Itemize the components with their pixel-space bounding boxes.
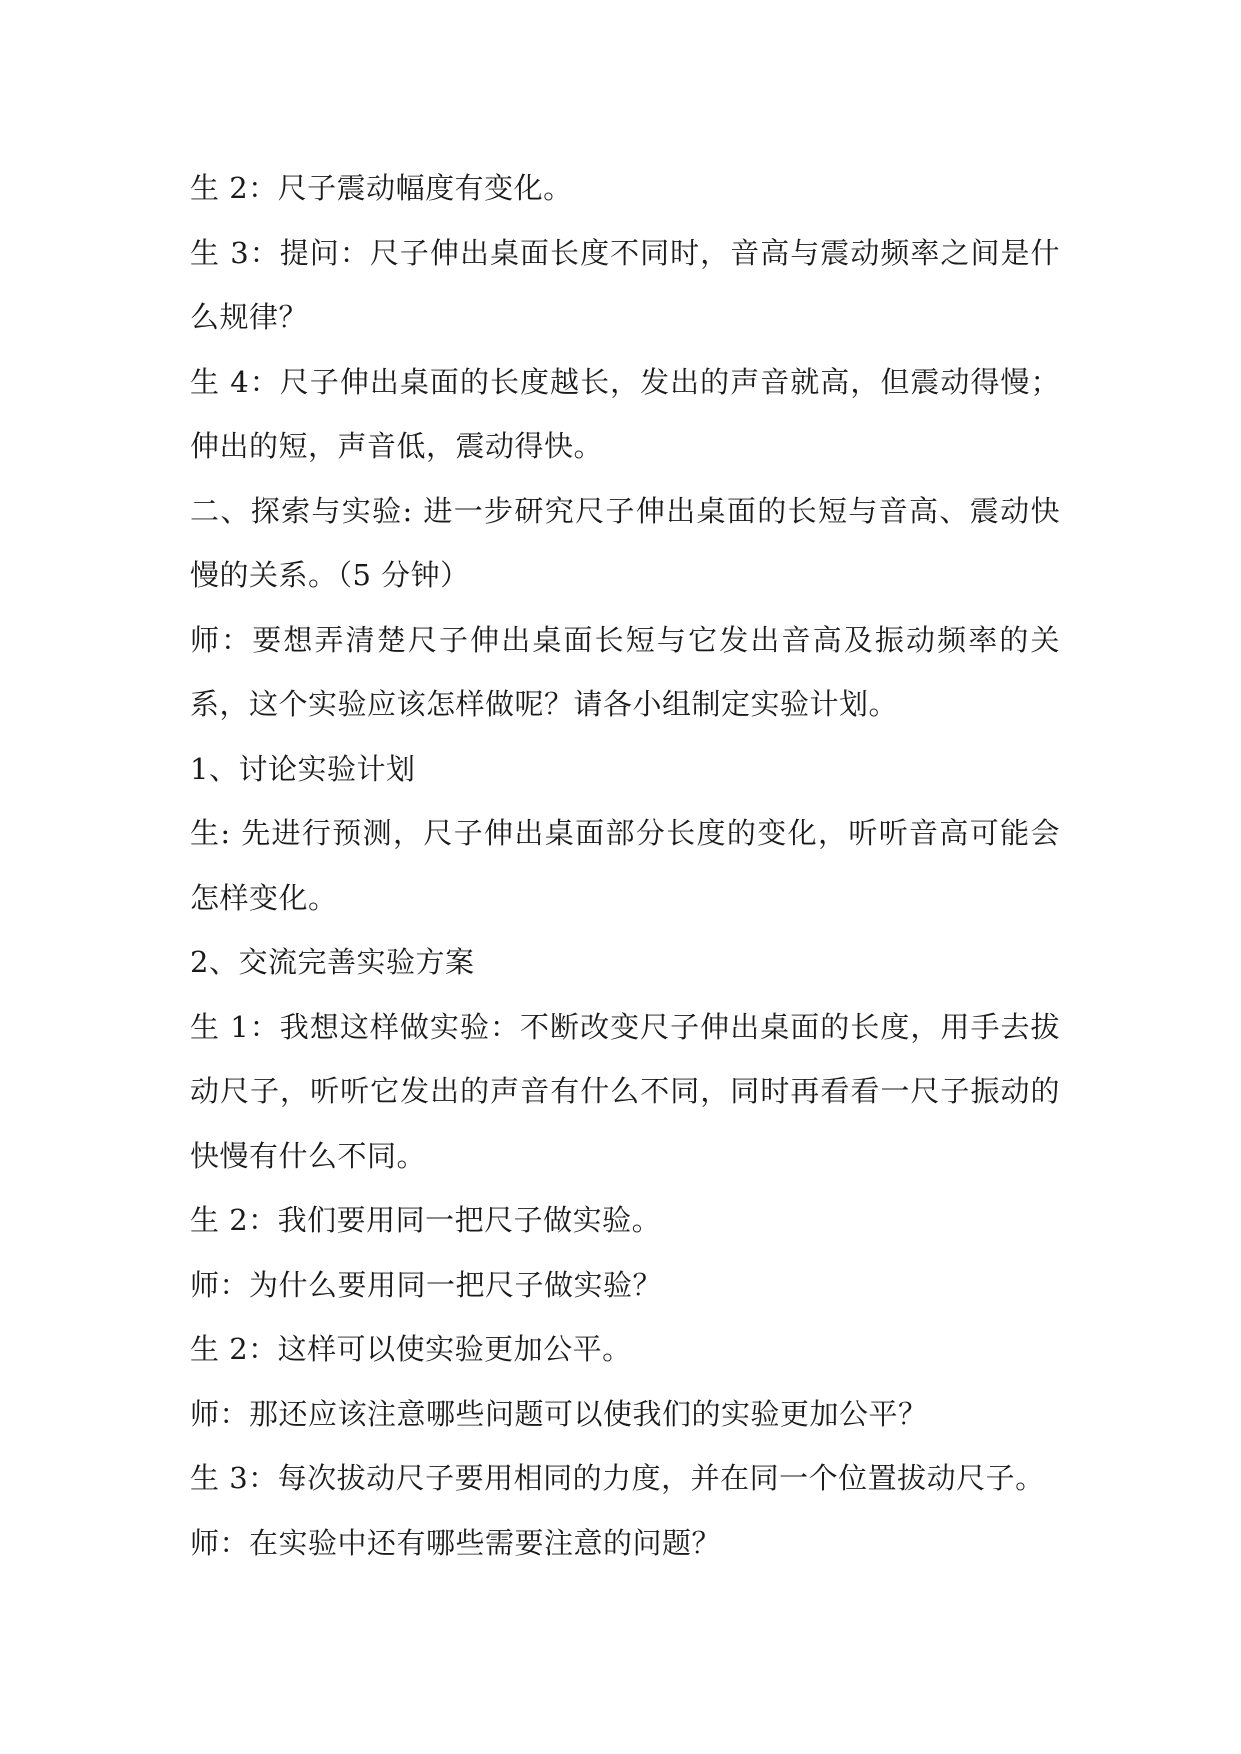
- paragraph: 生 2：这样可以使实验更加公平。: [190, 1332, 632, 1366]
- paragraph: 生 4：尺子伸出桌面的长度越长，发出的声音就高，但震动得慢；伸出的短，声音低，震动得快。: [190, 364, 1060, 463]
- section-heading: 二、探索与实验: 进一步研究尺子伸出桌面的长短与音高、震动快慢的关系。（5 分钟）: [190, 493, 1060, 592]
- paragraph: 生 3：提问：尺子伸出桌面长度不同时，音高与震动频率之间是什么规律？: [190, 235, 1060, 334]
- paragraph: 生 2：尺子震动幅度有变化。: [190, 171, 573, 205]
- paragraph: 师：那还应该注意哪些问题可以使我们的实验更加公平？: [190, 1396, 928, 1431]
- paragraph: 生 1：我想这样做实验：不断改变尺子伸出桌面的长度，用手去拔动尺子，听听它发出的声音有什么不同，同时再看看一尺子振动的快慢有什么不同。: [190, 1009, 1060, 1173]
- subsection-heading: 2、交流完善实验方案: [190, 945, 475, 979]
- paragraph: 师：在实验中还有哪些需要注意的问题？: [190, 1525, 722, 1560]
- paragraph: 生: 先进行预测，尺子伸出桌面部分长度的变化，听听音高可能会怎样变化。: [190, 816, 1060, 915]
- document-body: [190, 156, 1060, 1575]
- paragraph: 师：为什么要用同一把尺子做实验？: [190, 1267, 663, 1302]
- paragraph: 师：要想弄清楚尺子伸出桌面长短与它发出音高及振动频率的关系，这个实验应该怎样做呢？请各小组制定实验计划。: [190, 622, 1060, 721]
- paragraph: 生 3：每次拔动尺子要用相同的力度，并在同一个位置拔动尺子。: [190, 1461, 1045, 1495]
- subsection-heading: 1、讨论实验计划: [190, 751, 416, 786]
- paragraph: 生 2：我们要用同一把尺子做实验。: [190, 1203, 662, 1237]
